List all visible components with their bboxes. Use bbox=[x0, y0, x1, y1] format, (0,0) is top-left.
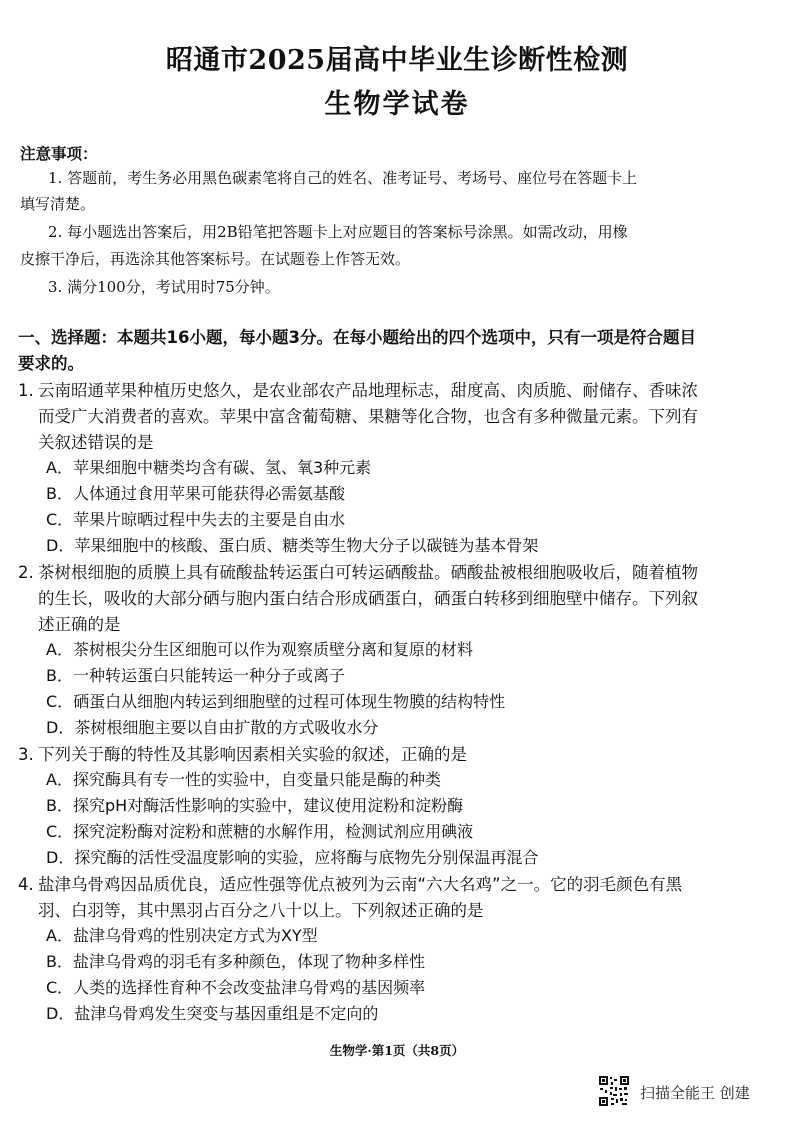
question-text-line: 而受广大消费者的喜欢。苹果中富含葡萄糖、果糖等化合物，也含有多种微量元素。下列有 bbox=[38, 407, 698, 426]
page-footer: 生物学·第1页（共8页） bbox=[329, 1043, 465, 1058]
question-4-option-b: B．盐津乌骨鸡的羽毛有多种颜色，体现了物种多样性 bbox=[46, 952, 425, 971]
question-text-line: 云南昭通苹果种植历史悠久，是农业部农产品地理标志，甜度高、肉质脆、耐储存、香味浓 bbox=[38, 381, 698, 400]
question-4-option-d: D．盐津乌骨鸡发生突变与基因重组是不定向的 bbox=[46, 1004, 379, 1023]
section-heading bbox=[18, 325, 778, 377]
question-4-stem bbox=[18, 872, 780, 924]
question-3-option-a: A．探究酶具有专一性的实验中，自变量只能是酶的种类 bbox=[46, 770, 441, 789]
question-number: 4. bbox=[18, 875, 34, 894]
question-3-option-b: B．探究pH对酶活性影响的实验中，建议使用淀粉和淀粉酶 bbox=[46, 796, 464, 815]
question-number: 3. bbox=[18, 745, 34, 764]
qr-code-icon bbox=[598, 1075, 630, 1107]
question-2-stem bbox=[18, 560, 780, 638]
question-2-option-b: B．一种转运蛋白只能转运一种分子或离子 bbox=[46, 666, 345, 685]
question-3-option-d: D．探究酶的活性受温度影响的实验，应将酶与底物先分别保温再混合 bbox=[46, 848, 539, 867]
question-text-line: 的生长，吸收的大部分硒与胞内蛋白结合形成硒蛋白，硒蛋白转移到细胞壁中储存。下列叙 bbox=[38, 589, 698, 608]
notice-item-3: 3. 满分100分，考试用时75分钟。 bbox=[48, 278, 280, 296]
question-3-stem bbox=[18, 742, 780, 768]
notice-item-2-line2: 皮擦干净后，再选涂其他答案标号。在试题卷上作答无效。 bbox=[20, 250, 411, 268]
scanner-watermark-label: 扫描全能王 创建 bbox=[640, 1084, 750, 1102]
exam-subject-title: 生物学试卷 bbox=[324, 89, 470, 120]
question-text-line: 茶树根细胞的质膜上具有硫酸盐转运蛋白可转运硒酸盐。硒酸盐被根细胞吸收后，随着植物 bbox=[38, 563, 698, 582]
question-text-line: 下列关于酶的特性及其影响因素相关实验的叙述，正确的是 bbox=[38, 745, 467, 764]
question-1-option-c: C．苹果片晾晒过程中失去的主要是自由水 bbox=[46, 510, 346, 529]
notice-heading: 注意事项： bbox=[20, 144, 98, 163]
question-text-line: 关叙述错误的是 bbox=[38, 433, 154, 452]
notice-item-2-line1: 2. 每小题选出答案后，用2B铅笔把答题卡上对应题目的答案标号涂黑。如需改动，用橡 bbox=[48, 223, 628, 241]
question-2-option-c: C．硒蛋白从细胞内转运到细胞壁的过程可体现生物膜的结构特性 bbox=[46, 692, 506, 711]
question-4-option-a: A．盐津乌骨鸡的性别决定方式为XY型 bbox=[46, 926, 318, 945]
question-text-line: 盐津乌骨鸡因品质优良，适应性强等优点被列为云南“六大名鸡”之一。它的羽毛颜色有黑 bbox=[38, 875, 683, 894]
question-2-option-d: D．茶树根细胞主要以自由扩散的方式吸收水分 bbox=[46, 718, 379, 737]
question-number: 2. bbox=[18, 563, 34, 582]
question-number: 1. bbox=[18, 381, 34, 400]
question-3-option-c: C．探究淀粉酶对淀粉和蔗糖的水解作用，检测试剂应用碘液 bbox=[46, 822, 474, 841]
question-text-line: 述正确的是 bbox=[38, 615, 121, 634]
question-1-option-a: A．苹果细胞中糖类均含有碳、氢、氧3种元素 bbox=[46, 458, 372, 477]
question-4-option-c: C．人类的选择性育种不会改变盐津乌骨鸡的基因频率 bbox=[46, 978, 426, 997]
exam-title: 昭通市2025届高中毕业生诊断性检测 bbox=[165, 45, 629, 76]
question-2-option-a: A．茶树根尖分生区细胞可以作为观察质壁分离和复原的材料 bbox=[46, 640, 473, 659]
notice-item-1-line1: 1. 答题前，考生务必用黑色碳素笔将自己的姓名、准考证号、考场号、座位号在答题卡上 bbox=[48, 169, 638, 187]
question-1-option-b: B．人体通过食用苹果可能获得必需氨基酸 bbox=[46, 484, 345, 503]
section-heading-line1: 一、选择题：本题共16小题，每小题3分。在每小题给出的四个选项中，只有一项是符合题目 bbox=[18, 328, 696, 347]
question-1-option-d: D．苹果细胞中的核酸、蛋白质、糖类等生物大分子以碳链为基本骨架 bbox=[46, 536, 539, 555]
question-1-stem bbox=[18, 378, 780, 456]
question-text-line: 羽、白羽等，其中黑羽占百分之八十以上。下列叙述正确的是 bbox=[38, 901, 484, 920]
notice-item-1-line2: 填写清楚。 bbox=[20, 195, 96, 213]
section-heading-line2: 要求的。 bbox=[18, 354, 84, 373]
